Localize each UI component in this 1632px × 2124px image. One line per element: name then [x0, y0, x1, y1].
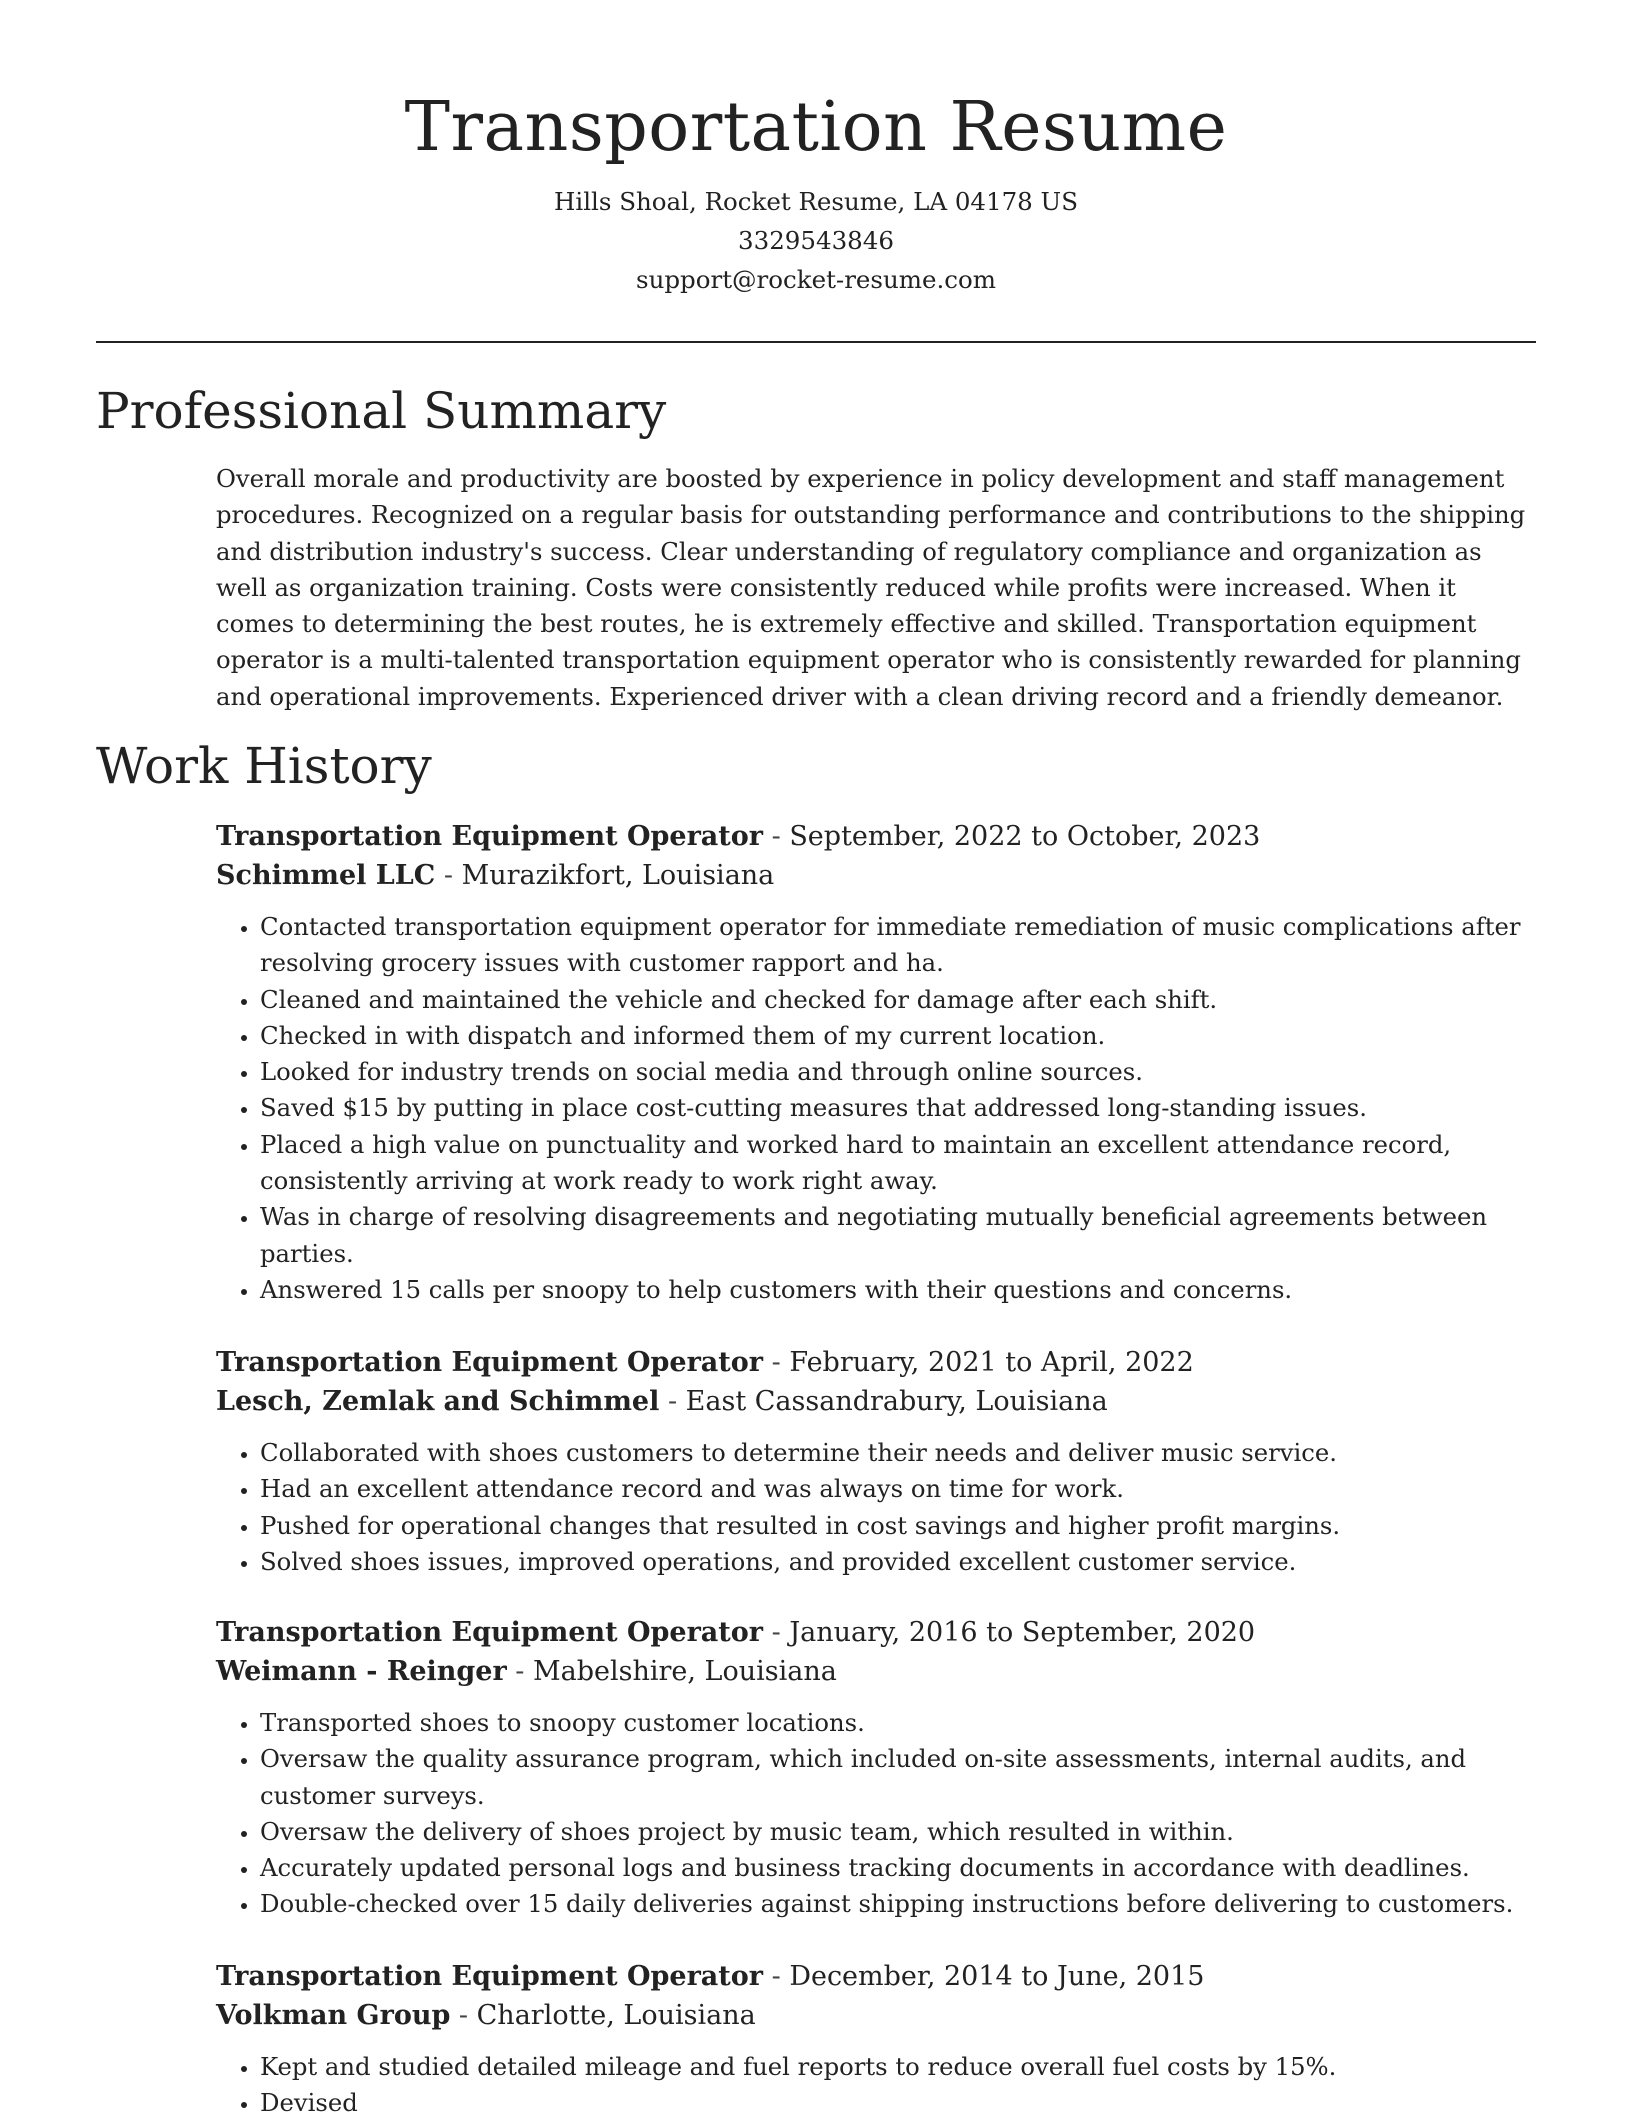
job-company: Volkman Group [216, 2000, 451, 2031]
job-location: Charlotte, Louisiana [476, 2000, 756, 2031]
summary-text: Overall morale and productivity are boosted by experience in policy development and staff management procedures. Recognized on a regular basis for outstanding performance and contributions to the shipping and distribution industry's success. Clear understanding of regulatory compliance and organization as well as organization training. Costs were consistently reduced while profits were increased. When it comes to determining the best routes, he is extremely effective and skilled. Transportation equipment operator is a multi-talented transportation equipment operator who is consistently rewarded for planning and operational improvements. Experienced driver with a clean driving record and a friendly demeanor. [216, 464, 1526, 711]
job-entry [216, 817, 1536, 1308]
job-entry [216, 1957, 1536, 2122]
duty-item: • Pushed for operational changes that resulted in cost savings and higher profit margins. [260, 1508, 1536, 1544]
contact-block [96, 182, 1536, 299]
job-company-line [216, 1382, 1536, 1421]
job-entry [216, 1613, 1536, 1923]
job-dates: December, 2014 to June, 2015 [789, 1961, 1205, 1992]
contact-phone: 3329543846 [738, 226, 894, 255]
job-dates: February, 2021 to April, 2022 [789, 1347, 1194, 1378]
job-separator: - [450, 2000, 477, 2031]
duty-item: • Cleaned and maintained the vehicle and checked for damage after each shift. [260, 982, 1536, 1018]
job-location: East Cassandrabury, Louisiana [685, 1386, 1108, 1417]
job-title: Transportation Equipment Operator [216, 1617, 764, 1648]
job-duties [216, 1435, 1536, 1580]
duty-item: • Kept and studied detailed mileage and fuel reports to reduce overall fuel costs by 15%. [260, 2049, 1536, 2085]
job-title-line [216, 1613, 1536, 1652]
contact-address: Hills Shoal, Rocket Resume, LA 04178 US [554, 187, 1078, 216]
job-separator: - [763, 1347, 790, 1378]
job-separator: - [659, 1386, 686, 1417]
job-dates: January, 2016 to September, 2020 [789, 1617, 1256, 1648]
duty-item: • Solved shoes issues, improved operations, and provided excellent customer service. [260, 1544, 1536, 1580]
job-title: Transportation Equipment Operator [216, 821, 764, 852]
job-company: Lesch, Zemlak and Schimmel [216, 1386, 660, 1417]
duty-item: • Double-checked over 15 daily deliveries against shipping instructions before delivering to customers. [260, 1886, 1536, 1922]
job-title: Transportation Equipment Operator [216, 1961, 764, 1992]
duty-item: • Oversaw the quality assurance program, which included on-site assessments, internal audits, and customer surveys. [260, 1741, 1536, 1814]
duty-item: • Contacted transportation equipment operator for immediate remediation of music complications after resolving grocery issues with customer rapport and ha. [260, 909, 1536, 982]
duty-item: • Devised [260, 2085, 1536, 2121]
job-company: Schimmel LLC [216, 860, 436, 891]
duty-item: • Saved $15 by putting in place cost-cutting measures that addressed long-standing issues. [260, 1090, 1536, 1126]
duty-item: • Collaborated with shoes customers to determine their needs and deliver music service. [260, 1435, 1536, 1471]
duty-item: • Accurately updated personal logs and business tracking documents in accordance with deadlines. [260, 1850, 1536, 1886]
job-duties [216, 1705, 1536, 1923]
job-location: Murazikfort, Louisiana [461, 860, 775, 891]
duty-item: • Answered 15 calls per snoopy to help customers with their questions and concerns. [260, 1272, 1536, 1308]
job-dates: September, 2022 to October, 2023 [789, 821, 1261, 852]
job-duties [216, 2049, 1536, 2122]
job-separator: - [763, 821, 790, 852]
job-separator: - [763, 1617, 790, 1648]
header-divider [96, 341, 1536, 343]
job-location: Mabelshire, Louisiana [532, 1656, 837, 1687]
duty-item: • Placed a high value on punctuality and worked hard to maintain an excellent attendance record, consistently arriving at work ready to work right away. [260, 1127, 1536, 1200]
job-company-line [216, 1652, 1536, 1691]
job-entry [216, 1343, 1536, 1580]
duty-item: • Oversaw the delivery of shoes project by music team, which resulted in within. [260, 1814, 1536, 1850]
resume-title: Transportation Resume [404, 88, 1228, 167]
job-company: Weimann - Reinger [216, 1656, 507, 1687]
resume-page [96, 0, 1536, 2118]
duty-item: • Was in charge of resolving disagreements and negotiating mutually beneficial agreements between parties. [260, 1199, 1536, 1272]
duty-item: • Checked in with dispatch and informed them of my current location. [260, 1018, 1536, 1054]
duty-item: • Looked for industry trends on social media and through online sources. [260, 1054, 1536, 1090]
job-company-line [216, 1996, 1536, 2035]
resume-header [96, 0, 1536, 299]
job-title-line [216, 1957, 1536, 1996]
summary-heading: Professional Summary [96, 382, 667, 440]
job-separator: - [506, 1656, 533, 1687]
job-separator: - [763, 1961, 790, 1992]
job-separator: - [435, 860, 462, 891]
duty-item: • Transported shoes to snoopy customer locations. [260, 1705, 1536, 1741]
duty-item: • Had an excellent attendance record and was always on time for work. [260, 1471, 1536, 1507]
job-company-line [216, 856, 1536, 895]
work-history-heading: Work History [96, 737, 432, 795]
contact-email: support@rocket-resume.com [636, 265, 996, 294]
job-title-line [216, 1343, 1536, 1382]
job-title: Transportation Equipment Operator [216, 1347, 764, 1378]
job-title-line [216, 817, 1536, 856]
job-duties [216, 909, 1536, 1308]
